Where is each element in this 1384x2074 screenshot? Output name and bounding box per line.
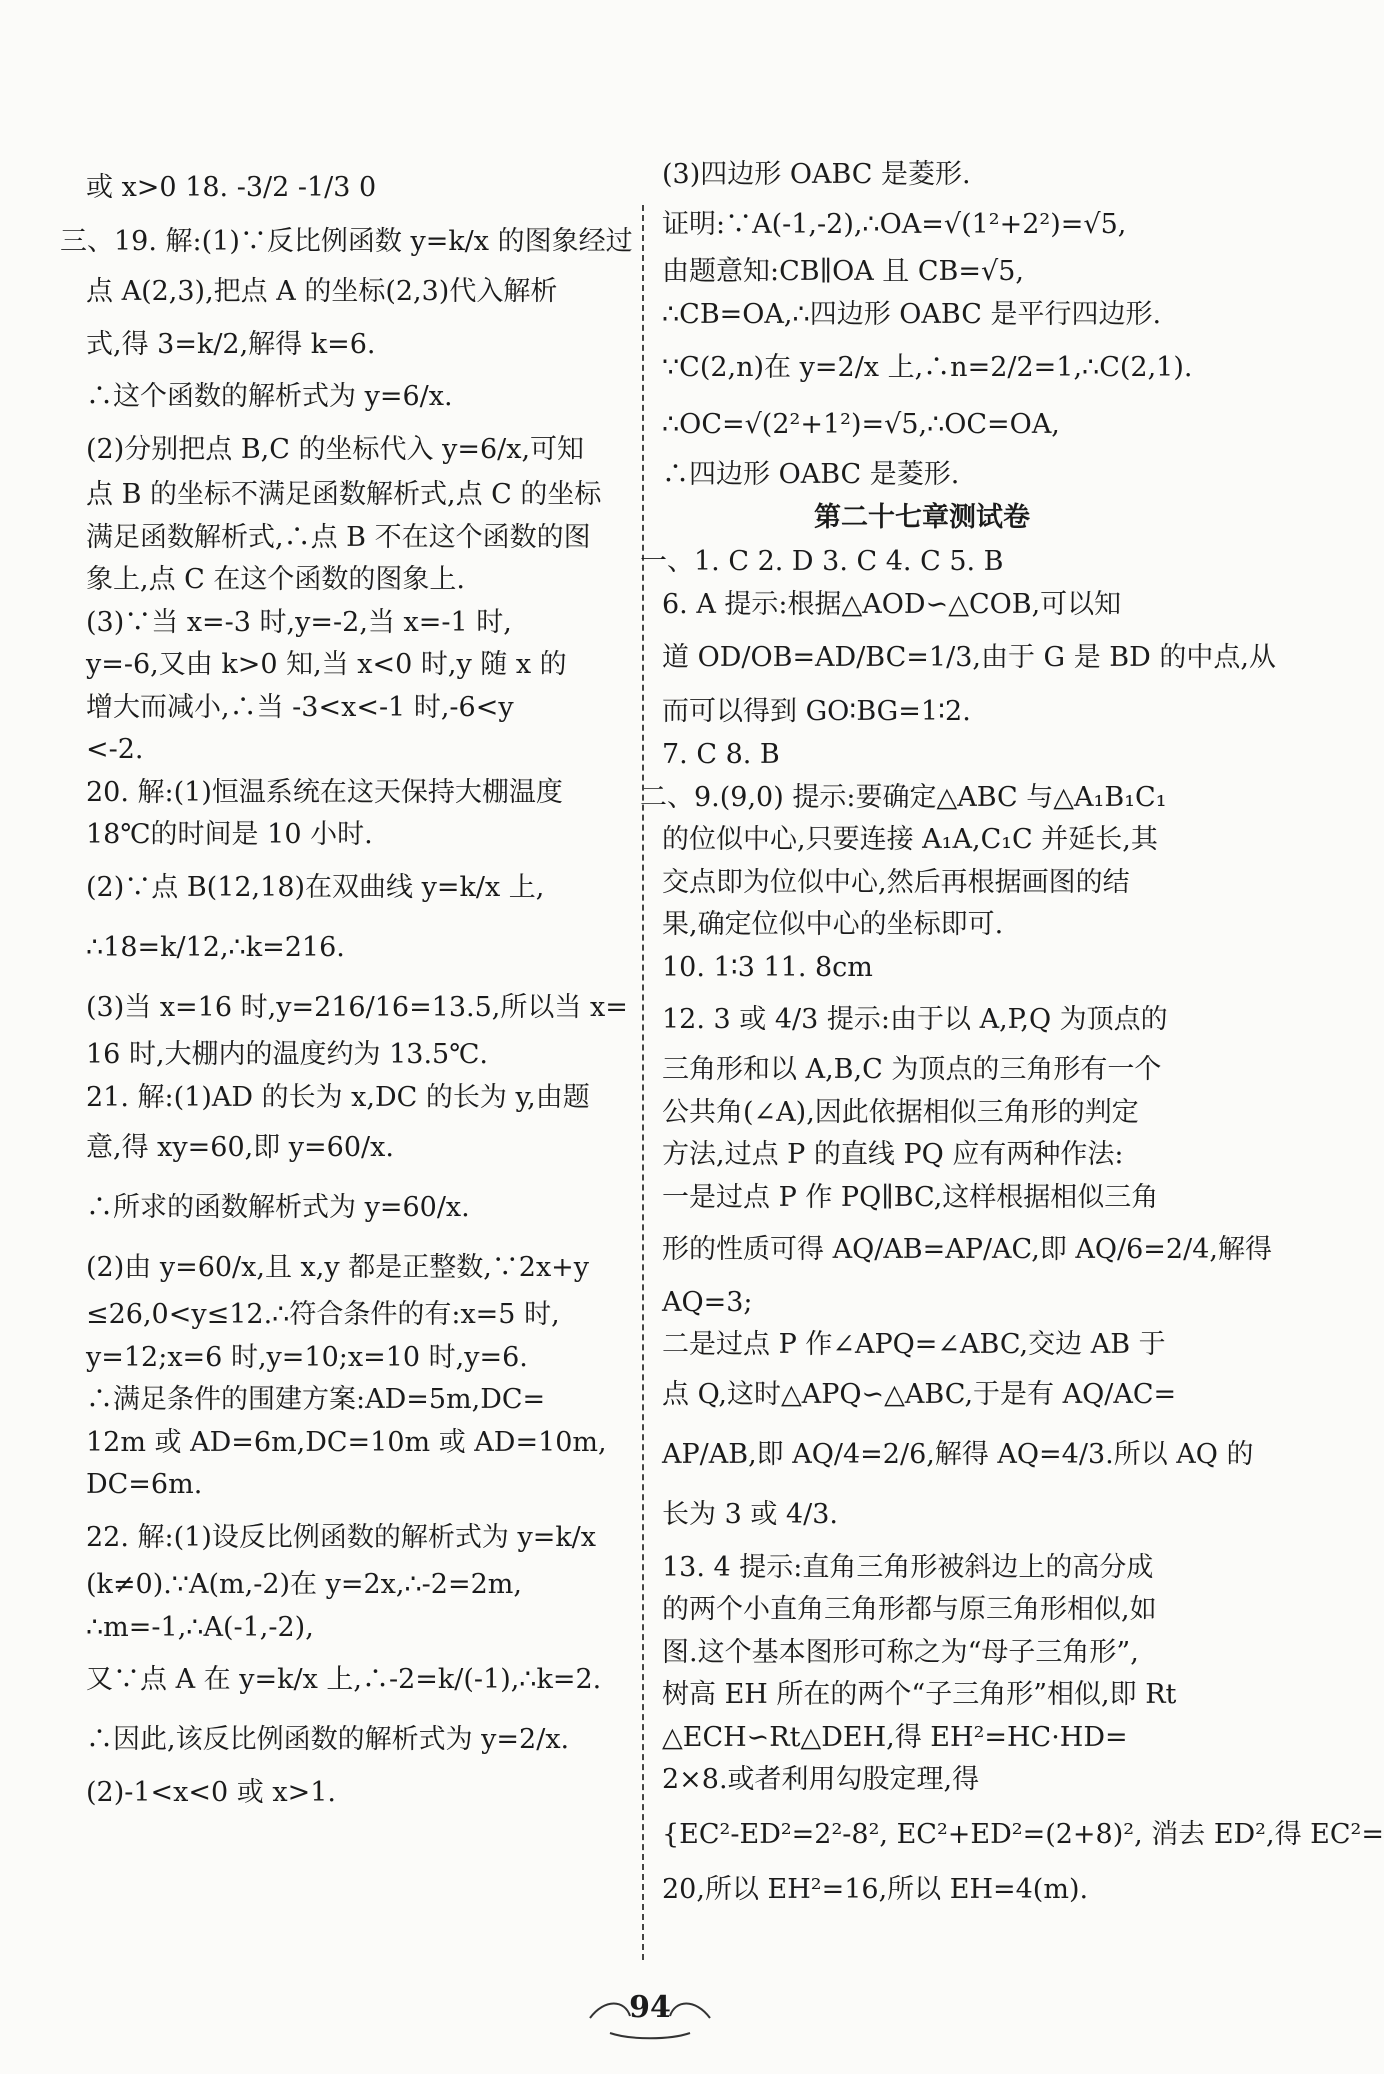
text-line: ≤26,0<y≤12.∴符合条件的有:x=5 时, [86,1299,560,1330]
text-line: 公共角(∠A),因此依据相似三角形的判定 [662,1097,1139,1128]
text-line: 二是过点 P 作∠APQ=∠ABC,交边 AB 于 [662,1329,1166,1360]
page-number: 94 [629,1990,671,2025]
text-line: 点 A(2,3),把点 A 的坐标(2,3)代入解析 [86,276,558,307]
text-line: △ECH∽Rt△DEH,得 EH²=HC·HD= [662,1722,1128,1753]
text-line: AQ=3; [662,1287,753,1318]
text-line: ∵C(2,n)在 y=2/x 上,∴n=2/2=1,∴C(2,1). [662,352,1193,383]
text-line: 12. 3 或 4/3 提示:由于以 A,P,Q 为顶点的 [662,1004,1168,1035]
text-line: 一是过点 P 作 PQ∥BC,这样根据相似三角 [662,1182,1159,1213]
text-line: 方法,过点 P 的直线 PQ 应有两种作法: [662,1139,1124,1170]
text-line: 交点即为位似中心,然后再根据画图的结 [662,867,1130,898]
text-line: 式,得 3=k/2,解得 k=6. [86,329,376,360]
text-line: 7. C 8. B [662,739,780,770]
text-line: (2)由 y=60/x,且 x,y 都是正整数,∵2x+y [86,1252,590,1283]
text-line: 20,所以 EH²=16,所以 EH=4(m). [662,1874,1089,1905]
text-line: 6. A 提示:根据△AOD∽△COB,可以知 [662,589,1122,620]
text-line: 三角形和以 A,B,C 为顶点的三角形有一个 [662,1054,1162,1085]
text-line: (2)-1<x<0 或 x>1. [86,1777,336,1808]
text-line: 点 Q,这时△APQ∽△ABC,于是有 AQ/AC= [662,1379,1177,1410]
text-line: 满足函数解析式,∴点 B 不在这个函数的图 [86,522,591,553]
text-line: 由题意知:CB∥OA 且 CB=√5, [662,256,1024,287]
text-line: ∴OC=√(2²+1²)=√5,∴OC=OA, [662,409,1060,440]
text-line: 的位似中心,只要连接 A₁A,C₁C 并延长,其 [662,824,1158,855]
text-line: 道 OD/OB=AD/BC=1/3,由于 G 是 BD 的中点,从 [662,642,1276,673]
text-line: 13. 4 提示:直角三角形被斜边上的高分成 [662,1552,1154,1583]
text-line: {EC²-ED²=2²-8², EC²+ED²=(2+8)², 消去 ED²,得 EC²= [662,1819,1384,1850]
text-line: (k≠0).∵A(m,-2)在 y=2x,∴-2=2m, [86,1569,522,1600]
text-line: 树高 EH 所在的两个“子三角形”相似,即 Rt [662,1679,1177,1710]
text-line: 10. 1∶3 11. 8cm [662,952,873,983]
text-line: 一、1. C 2. D 3. C 4. C 5. B [640,546,1004,577]
text-line: ∴m=-1,∴A(-1,-2), [86,1612,314,1643]
text-line: (3)∵当 x=-3 时,y=-2,当 x=-1 时, [86,607,512,638]
text-line: 证明:∵A(-1,-2),∴OA=√(1²+2²)=√5, [662,209,1127,240]
text-line: 的两个小直角三角形都与原三角形相似,如 [662,1594,1157,1625]
text-line: AP/AB,即 AQ/4=2/6,解得 AQ=4/3.所以 AQ 的 [662,1439,1254,1470]
text-line: 或 x>0 18. -3/2 -1/3 0 [86,172,377,203]
text-line: 20. 解:(1)恒温系统在这天保持大棚温度 [86,777,563,808]
text-line: ∴满足条件的围建方案:AD=5m,DC= [86,1384,546,1415]
text-line: ∴18=k/12,∴k=216. [86,932,345,963]
text-line: 二、9.(9,0) 提示:要确定△ABC 与△A₁B₁C₁ [640,782,1167,813]
text-line: 又∵点 A 在 y=k/x 上,∴-2=k/(-1),∴k=2. [86,1664,602,1695]
text-line: 增大而减小,∴当 -3<x<-1 时,-6<y [86,692,514,723]
text-line: ∴四边形 OABC 是菱形. [662,459,960,490]
text-line: (2)分别把点 B,C 的坐标代入 y=6/x,可知 [86,434,585,465]
text-line: 长为 3 或 4/3. [662,1499,838,1530]
text-line: 18℃的时间是 10 小时. [86,819,373,850]
text-line: (3)四边形 OABC 是菱形. [662,159,971,190]
text-line: 三、19. 解:(1)∵反比例函数 y=k/x 的图象经过 [60,226,633,257]
chapter-title: 第二十七章测试卷 [814,502,1030,533]
text-line: (2)∵点 B(12,18)在双曲线 y=k/x 上, [86,872,545,903]
text-line: 21. 解:(1)AD 的长为 x,DC 的长为 y,由题 [86,1082,590,1113]
text-line: ∴CB=OA,∴四边形 OABC 是平行四边形. [662,299,1162,330]
text-line: 点 B 的坐标不满足函数解析式,点 C 的坐标 [86,479,602,510]
text-line: 2×8.或者利用勾股定理,得 [662,1764,980,1795]
text-line: DC=6m. [86,1469,203,1500]
text-line: 象上,点 C 在这个函数的图象上. [86,564,465,595]
text-line: 意,得 xy=60,即 y=60/x. [86,1132,394,1163]
text-line: y=12;x=6 时,y=10;x=10 时,y=6. [86,1342,528,1373]
column-divider [642,205,644,1960]
text-line: 22. 解:(1)设反比例函数的解析式为 y=k/x [86,1522,597,1553]
text-line: 而可以得到 GO∶BG=1∶2. [662,696,971,727]
text-line: 图.这个基本图形可称之为“母子三角形”, [662,1637,1139,1668]
text-line: 16 时,大棚内的温度约为 13.5℃. [86,1039,489,1070]
text-line: ∴这个函数的解析式为 y=6/x. [86,381,453,412]
text-line: 12m 或 AD=6m,DC=10m 或 AD=10m, [86,1427,607,1458]
text-line: 果,确定位似中心的坐标即可. [662,909,1004,940]
text-line: (3)当 x=16 时,y=216/16=13.5,所以当 x= [86,992,628,1023]
text-line: 形的性质可得 AQ/AB=AP/AC,即 AQ/6=2/4,解得 [662,1234,1272,1265]
text-line: ∴因此,该反比例函数的解析式为 y=2/x. [86,1724,570,1755]
text-line: y=-6,又由 k>0 知,当 x<0 时,y 随 x 的 [86,649,567,680]
text-line: ∴所求的函数解析式为 y=60/x. [86,1192,470,1223]
text-line: <-2. [86,734,144,765]
